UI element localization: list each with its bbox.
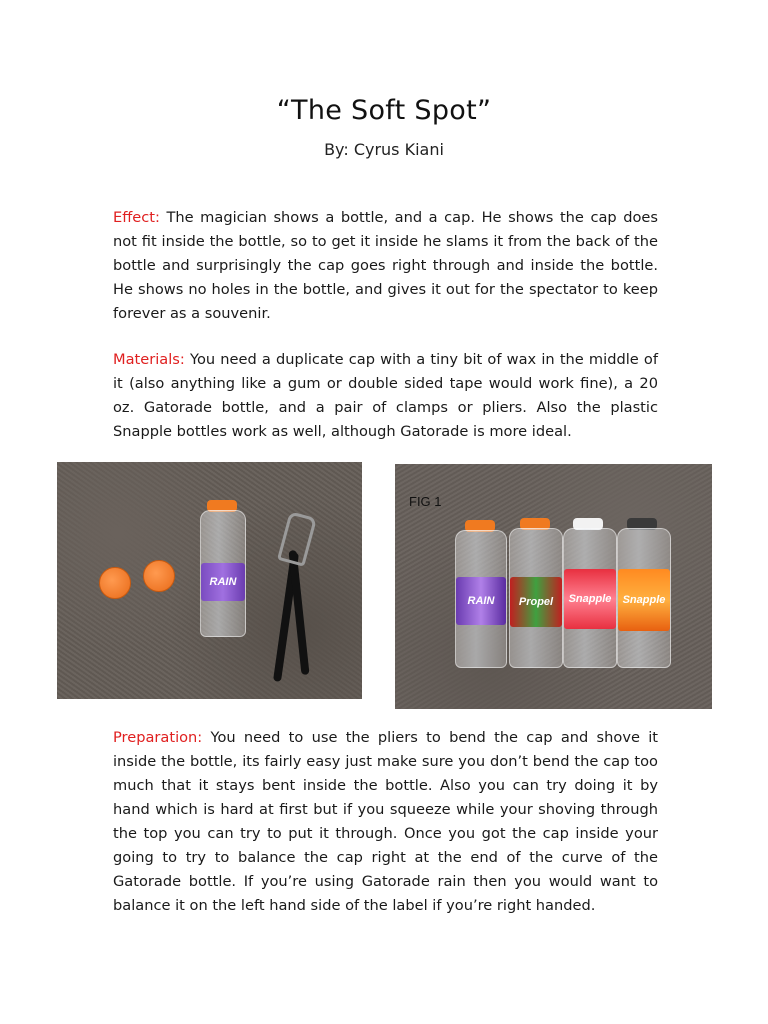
pliers-jaw-image [277, 511, 317, 567]
preparation-text: You need to use the pliers to bend the cap and shove it inside the bottle, its fairly easy just make sure you don’t bend the cap too much that it stays bent inside the bottle. Also you can try doing it by hand which is hard at first but if you squeeze while your shoving through the top you can try to put it through. Once you got the cap inside your going to try to balance the cap right at the end of the curve of the Gatorade bottle. If you’re using Gatorade rain then you would want to balance it on the left hand side of the label if you’re right handed. [113, 729, 658, 914]
figure-label: FIG 1 [409, 494, 442, 509]
preparation-paragraph [113, 726, 658, 918]
materials-label: Materials: [113, 351, 185, 368]
bottle-label: RAIN [456, 577, 506, 625]
orange-cap-image [99, 567, 131, 599]
bottle-image [563, 528, 617, 668]
materials-text: You need a duplicate cap with a tiny bit of wax in the middle of it (also anything like a gum or double sided tape would work fine), a 20 oz. Gatorade bottle, and a pair of clamps or pliers. Also the plastic Snapple bottles work as well, although Gatorade is more ideal. [113, 351, 658, 440]
document-title: “The Soft Spot” [276, 95, 492, 126]
effect-text: The magician shows a bottle, and a cap. He shows the cap does not fit inside the bottle, so to get it inside he slams it from the back of the bottle and surprisingly the cap goes right through and inside the bottle. He shows no holes in the bottle, and gives it out for the spectator to keep forever as a souvenir. [113, 209, 658, 322]
materials-photo [57, 462, 362, 699]
bottles-photo [395, 464, 712, 709]
bottle-label: Propel [510, 577, 562, 627]
bottle-image [509, 528, 563, 668]
bottle-label: RAIN [201, 563, 245, 601]
author-byline: By: Cyrus Kiani [324, 140, 444, 159]
bottle-image [455, 530, 507, 668]
gatorade-bottle-image [200, 510, 246, 637]
preparation-label: Preparation: [113, 729, 203, 746]
bottle-image [617, 528, 671, 668]
effect-paragraph [113, 206, 658, 326]
pliers-image [288, 550, 309, 675]
bottle-label: Snapple [564, 569, 616, 629]
bottle-label: Snapple [618, 569, 670, 631]
orange-cap-image [143, 560, 175, 592]
materials-paragraph [113, 348, 658, 444]
effect-label: Effect: [113, 209, 160, 226]
